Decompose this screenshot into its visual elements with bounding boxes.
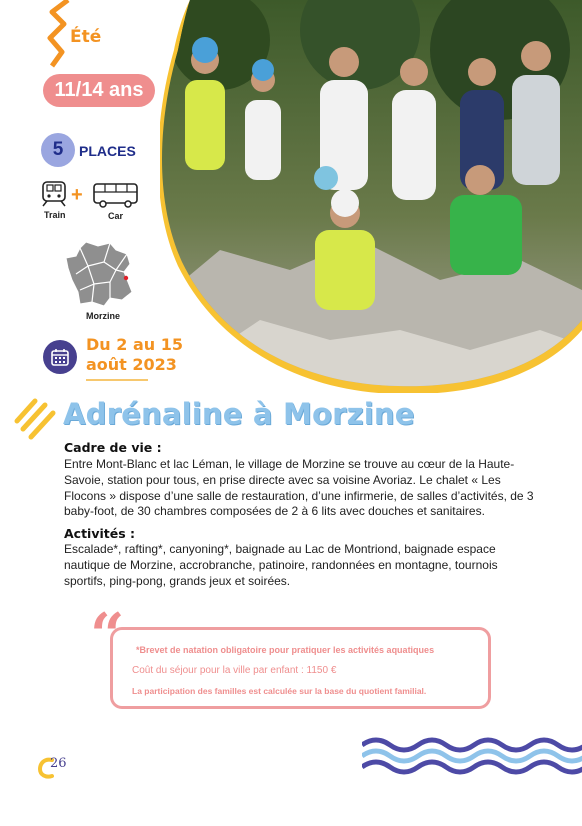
calendar-icon	[51, 348, 69, 366]
age-badge: 11/14 ans	[43, 74, 155, 107]
dates-line1: Du 2 au 15	[86, 335, 183, 354]
train-icon	[40, 181, 68, 207]
page-number: 26	[50, 756, 67, 771]
note-cost: Coût du séjour pour la ville par enfant : 1150 €	[132, 665, 337, 676]
plus-sign: +	[71, 184, 83, 206]
places-count: 5	[41, 133, 75, 167]
group-photo	[160, 0, 582, 393]
note-participation: La participation des familles est calculée sur la base du quotient familial.	[132, 686, 427, 696]
activites-heading: Activités :	[64, 526, 136, 541]
bus-icon	[93, 183, 139, 209]
train-label: Train	[44, 210, 66, 220]
calendar-badge	[43, 340, 77, 374]
dates-underline	[86, 379, 148, 381]
cadre-heading: Cadre de vie :	[64, 440, 162, 455]
quote-mark-icon: “	[90, 601, 125, 671]
note-swimming: *Brevet de natation obligatoire pour pratiquer les activités aquatiques	[136, 645, 435, 655]
activites-text: Escalade*, rafting*, canyoning*, baignade au Lac de Montriond, baignade espace nautique de Morzine, accrobranche, patinoire, randonnées en montagne, tournois sportifs, ping-pong, grands jeux et soirées.	[64, 542, 498, 588]
map-location-label: Morzine	[86, 311, 121, 321]
france-map-icon	[64, 240, 136, 308]
dates-line2: août 2023	[86, 355, 177, 374]
car-label: Car	[108, 211, 124, 221]
title-stripes-decoration	[13, 395, 59, 441]
season-label: Été	[70, 27, 102, 47]
waves-decoration	[362, 735, 582, 781]
places-label: PLACES	[79, 143, 136, 159]
page-title: Adrénaline à Morzine	[63, 397, 415, 431]
cadre-text: Entre Mont-Blanc et lac Léman, le village de Morzine se trouve au cœur de la Haute-Savoie, station pour tous, en prise directe avec sa voisine Avoriaz. Le chalet « Les Flocons » dispose d’une salle de restauration, d’une infirmerie, de salles d’activités, de 3 baby-foot, de 30 chambres composées de 2 à 6 lits avec douches et sanitaires.	[64, 457, 534, 519]
